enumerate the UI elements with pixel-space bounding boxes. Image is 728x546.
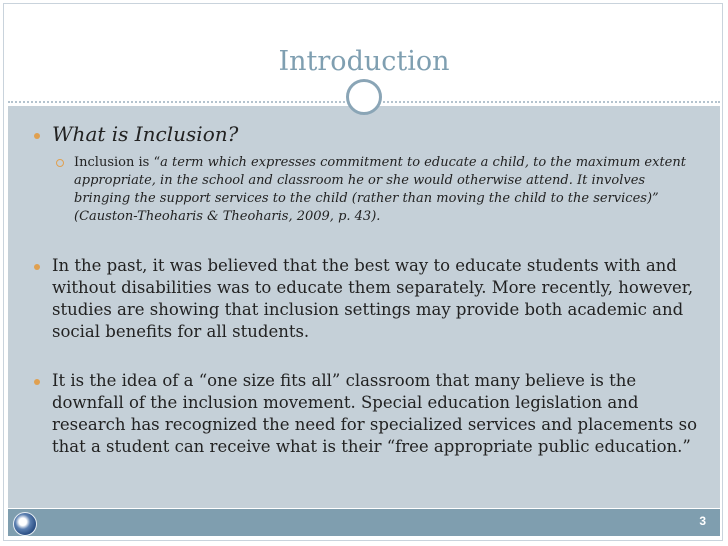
definition-prefix: Inclusion is “: [74, 155, 161, 170]
inclusion-definition: [74, 154, 694, 226]
title-circle-ornament: [346, 79, 382, 115]
paragraph-past-belief: In the past, it was believed that the best way to educate students with and without disabilities was to educate them separately. More recently, however, studies are showing that inclusion settings may provide both academic and social benefits for all students.: [52, 256, 694, 341]
bullet-dot: [34, 379, 40, 385]
definition-quote: a term which expresses commitment to educate a child, to the maximum extent appropriate, in the school and classroom he or she would otherwise attend. It involves bringing the support services to the child (rather than moving the child to the services)” (Causton-Theoharis & Theoharis, 2009, p. 43).: [74, 155, 686, 224]
paragraph-one-size-fits-all: It is the idea of a “one size fits all” classroom that many believe is the downfall of the inclusion movement. Special education legislation and research has recognized the need for specialized services and placements so that a student can receive what is their “free appropriate public education.”: [52, 371, 697, 456]
sub-bullet-ring: [56, 159, 64, 167]
slide-title: Introduction: [278, 46, 450, 77]
bullet-dot: [34, 264, 40, 270]
presentation-logo-icon: [13, 512, 37, 536]
bullet-dot: [34, 133, 40, 139]
bullet-question: What is Inclusion?: [52, 122, 239, 146]
slide-footer: [8, 509, 720, 536]
page-number: 3: [699, 514, 706, 528]
